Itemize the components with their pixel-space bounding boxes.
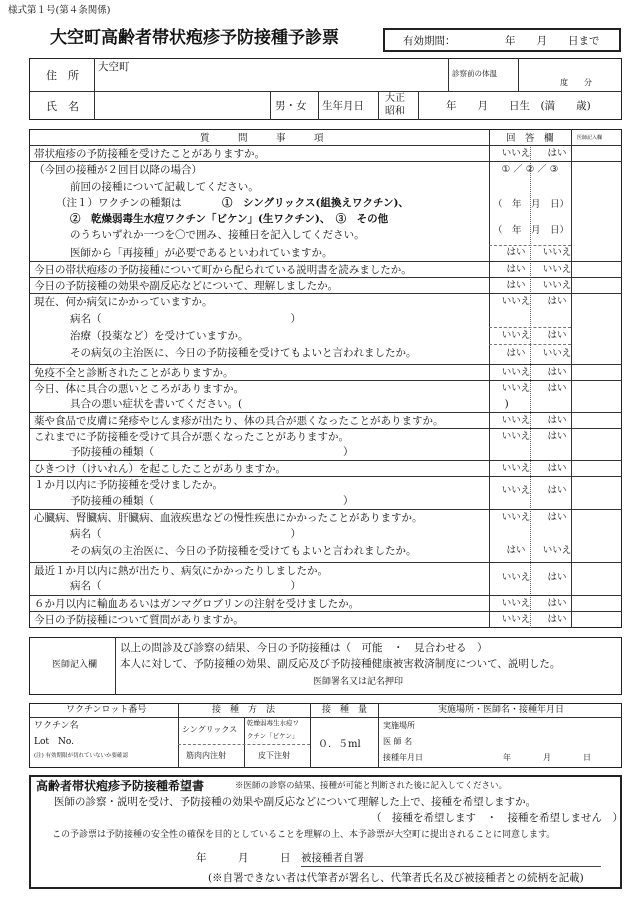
vaccination-date-label: 接種年月日 (383, 753, 423, 762)
question-4: 今日の予防接種の効果や副反応などについて、理解しましたか。 (34, 280, 339, 292)
answer-12-ok-yes[interactable]: はい (506, 545, 526, 556)
method-bikens-2: クチン「ビケン」 (247, 732, 299, 740)
consent-proxy-note: (※自署できない者は代筆者が署名し、代筆者氏名及び被接種者との続柄を記載) (208, 872, 584, 884)
questions-header: 質 問 事 項 (200, 133, 324, 144)
answer-13-yes[interactable]: はい (547, 572, 567, 583)
address-label: 住 所 (46, 69, 79, 82)
answer-15-no[interactable]: いいえ (501, 614, 531, 625)
form-title: 大空町高齢者帯状疱疹予防接種予診票 (50, 28, 339, 48)
answer-2-count[interactable]: ① ／ ② ／ ③ (501, 164, 559, 175)
method-intramuscular[interactable]: 筋肉内注射 (186, 751, 226, 760)
question-2-instruction: 前回の接種について記載してください。 (70, 181, 259, 193)
answer-7-yes[interactable]: はい (547, 383, 567, 394)
vaccination-date-field[interactable]: 年 月 日 (503, 753, 591, 762)
validity-fields[interactable]: 年 月 日まで (505, 35, 600, 47)
question-7: 今日、体に具合の悪いところがありますか。 (34, 383, 244, 395)
era-taisho[interactable]: 大正 (385, 93, 405, 104)
consent-question: 医師の診察・説明を受け、予防接種の効果や副反応などについて理解した上で、接種を希望しますか。 (54, 796, 537, 808)
form-number: 様式第１号(第４条関係) (8, 5, 111, 16)
temp-label: 診察前の体温 (452, 69, 497, 78)
question-5-treatment: 治療（投薬など）を受けていますか。 (70, 330, 249, 342)
answer-6-no[interactable]: いいえ (501, 367, 531, 378)
vaccine-option-2-3[interactable]: ② 乾燥弱毒生水痘ワクチン「ビケン」(生ワクチン)、 ③ その他 (70, 213, 389, 225)
answer-5-ok-yes[interactable]: はい (506, 348, 526, 359)
method-header: 接 種 方 法 (212, 705, 276, 715)
question-13-disease-name[interactable]: 病名（ ） (70, 580, 301, 592)
question-7-symptoms[interactable]: 具合の悪い症状を書いてください。( ) (70, 398, 509, 410)
question-12: 心臓病、腎臓病、肝臓病、血液疾患などの慢性疾患にかかったことがありますか。 (34, 512, 423, 524)
question-3: 今日の帯状疱疹の予防接種について町から配られている説明書を読みましたか。 (34, 264, 412, 276)
gender-select[interactable]: 男・女 (275, 100, 307, 112)
answer-12-no[interactable]: いいえ (501, 512, 531, 523)
vaccine-option-1[interactable]: ① シングリックス(組換えワクチン)、 (222, 197, 409, 209)
answer-4-no[interactable]: いいえ (542, 280, 572, 291)
temp-field[interactable]: 度 分 (560, 78, 592, 87)
answer-10-no[interactable]: いいえ (501, 463, 531, 474)
doctor-judgement[interactable]: 以上の問診及び診察の結果、今日の予防接種は（ 可能 ・ 見合わせる ） (120, 642, 488, 654)
answer-2-date-1[interactable]: （ 年 月 日） (492, 199, 569, 210)
answer-9-yes[interactable]: はい (547, 431, 567, 442)
dose-header: 接 種 量 (322, 705, 368, 715)
place-field[interactable]: 実施場所 (383, 721, 415, 730)
answer-7-no[interactable]: いいえ (501, 383, 531, 394)
answer-2-revac-yes[interactable]: はい (506, 247, 526, 258)
answer-11-yes[interactable]: はい (547, 485, 567, 496)
answer-5-treat-no[interactable]: いいえ (501, 330, 531, 341)
answer-5-no[interactable]: いいえ (501, 296, 531, 307)
answer-1-yes[interactable]: はい (547, 148, 567, 159)
answer-13-no[interactable]: いいえ (501, 572, 531, 583)
consent-agreement: この予診票は予防接種の安全性の確保を目的としていることを理解の上、本予診票が大空町に提出されることに同意します。 (52, 830, 556, 840)
vaccine-name-field[interactable]: ワクチン名 (34, 721, 79, 731)
dob-label: 生年月日 (322, 100, 364, 112)
answer-5-ok-no[interactable]: いいえ (542, 348, 572, 359)
answer-14-yes[interactable]: はい (547, 598, 567, 609)
question-1: 帯状疱疹の予防接種を受けたことがありますか。 (34, 148, 265, 160)
question-12-disease-name[interactable]: 病名（ ） (70, 528, 301, 540)
question-11-vaccine-type[interactable]: 予防接種の種類（ ） (70, 495, 354, 507)
answer-8-no[interactable]: いいえ (501, 415, 531, 426)
answer-5-treat-yes[interactable]: はい (547, 330, 567, 341)
lot-number-field[interactable]: Lot No. (34, 737, 75, 747)
answer-12-ok-no[interactable]: いいえ (542, 545, 572, 556)
question-10: ひきつけ（けいれん）を起こしたことがありますか。 (34, 463, 286, 475)
question-8: 薬や食品で皮膚に発疹やじんま疹が出たり、体の具合が悪くなったことがありますか。 (34, 415, 444, 427)
question-6: 免疫不全と診断されたことがありますか。 (34, 367, 234, 379)
expiry-note: (注) 有効期限が切れていないか要確認 (34, 753, 129, 759)
doctor-section-label: 医師記入欄 (52, 660, 98, 670)
answer-header: 回 答 欄 (506, 133, 554, 144)
question-11: １か月以内に予防接種を受けましたか。 (34, 479, 223, 491)
question-2-revaccination: 医師から「再接種」が必要であるといわれていますか。 (70, 247, 333, 259)
question-12-doctor-ok: その病気の主治医に、今日の予防接種を受けてもよいと言われましたか。 (70, 545, 417, 557)
answer-12-yes[interactable]: はい (547, 512, 567, 523)
question-14: ６か月以内に輸血あるいはガンマグロブリンの注射を受けましたか。 (34, 598, 360, 610)
consent-note: ※医師の診察の結果、接種が可能と判断された後に記入してください。 (235, 781, 508, 791)
lot-header: ワクチンロット番号 (66, 705, 147, 715)
question-2-circle: のうちいずれか一つを〇で囲み、接種日を記入してください。 (70, 229, 365, 241)
doctor-explanation: 本人に対して、予防接種の効果、副反応及び予防接種健康被害救済制度について、説明した。 (120, 658, 561, 670)
dob-field[interactable]: 年 月 日生 (満 歳) (446, 100, 591, 112)
question-5-disease-name[interactable]: 病名（ ） (70, 313, 301, 325)
signature-line[interactable] (301, 866, 601, 867)
address-field[interactable]: 大空町 (98, 61, 130, 73)
question-5: 現在、何か病気にかかっていますか。 (34, 296, 213, 308)
answer-8-yes[interactable]: はい (547, 415, 567, 426)
question-9: これまでに予防接種を受けて具合が悪くなったことがありますか。 (34, 431, 349, 443)
answer-3-yes[interactable]: はい (506, 264, 526, 275)
answer-6-yes[interactable]: はい (547, 367, 567, 378)
doctor-signature[interactable]: 医師署名又は記名押印 (313, 677, 404, 687)
answer-1-no[interactable]: いいえ (501, 148, 531, 159)
validity-box (383, 28, 621, 52)
answer-15-yes[interactable]: はい (547, 614, 567, 625)
answer-14-no[interactable]: いいえ (501, 598, 531, 609)
question-13: 最近１か月以内に熱が出たり、病気にかかったりしましたか。 (34, 565, 328, 577)
consent-date-field[interactable]: 年 月 日 (196, 852, 291, 864)
answer-3-no[interactable]: いいえ (542, 264, 572, 275)
question-5-doctor-ok: その病気の主治医に、今日の予防接種を受けてもよいと言われましたか。 (70, 347, 417, 359)
question-15: 今日の予防接種について質問がありますか。 (34, 614, 244, 626)
consent-signature-label: 被接種者自署 (301, 852, 364, 864)
doctor-name-field[interactable]: 医 師 名 (383, 737, 413, 746)
question-9-vaccine-type[interactable]: 予防接種の種類（ ） (70, 446, 354, 458)
consent-title: 高齢者帯状疱疹予防接種希望書 (36, 779, 205, 793)
answer-2-date-2[interactable]: （ 年 月 日） (492, 225, 569, 236)
method-bikens-1[interactable]: 乾燥弱毒生水痘ワ (247, 719, 299, 727)
validity-label: 有効期間： (403, 35, 456, 47)
answer-4-yes[interactable]: はい (506, 280, 526, 291)
question-2-header: （今回の接種が２回目以降の場合） (34, 164, 202, 176)
answer-2-revac-no[interactable]: いいえ (542, 247, 572, 258)
question-2-note: （注１）ワクチンの種類は (56, 197, 182, 209)
doctor-column-header: 医師記入欄 (577, 135, 603, 141)
answer-10-yes[interactable]: はい (547, 463, 567, 474)
method-subcutaneous[interactable]: 皮下注射 (258, 751, 290, 760)
name-label: 氏 名 (46, 100, 79, 113)
consent-choice[interactable]: （ 接種を希望します ・ 接種を希望しません ） (371, 812, 623, 824)
answer-9-no[interactable]: いいえ (501, 431, 531, 442)
dose-value: ０．５ml (318, 739, 361, 750)
era-showa[interactable]: 昭和 (385, 106, 405, 117)
place-header: 実施場所・医師名・接種年月日 (438, 705, 565, 715)
answer-5-yes[interactable]: はい (547, 296, 567, 307)
method-shingrix[interactable]: シングリックス (182, 725, 238, 734)
answer-11-no[interactable]: いいえ (501, 485, 531, 496)
